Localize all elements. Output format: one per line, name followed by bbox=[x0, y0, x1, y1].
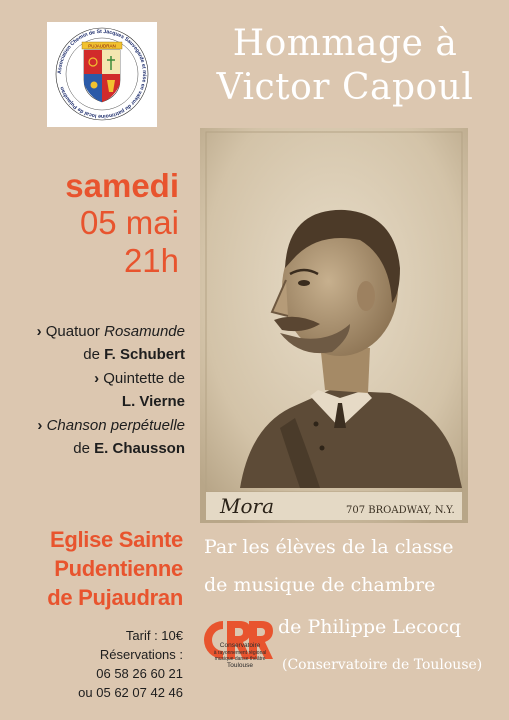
photo-caption: 707 BROADWAY, N.Y. bbox=[346, 505, 455, 516]
logo-banner: PUJAUDRAN bbox=[88, 43, 116, 49]
concert-program bbox=[37, 320, 185, 460]
performers-line-3: de Philippe Lecocq bbox=[278, 616, 462, 638]
price: Tarif : 10€ bbox=[125, 628, 183, 643]
poster-title bbox=[190, 22, 500, 110]
portrait-photo bbox=[200, 128, 468, 523]
reservations-label: Réservations : bbox=[99, 647, 183, 662]
phone-1: 06 58 26 60 21 bbox=[96, 666, 183, 681]
venue bbox=[47, 525, 183, 612]
venue-line-3: de Pujaudran bbox=[47, 585, 183, 610]
logo-ring-text: Association Chemin de St Jacques Sauvegarde et mise en valeur du patrimoine local de Pujaudran bbox=[56, 28, 148, 120]
crr-line-2: à rayonnement régional bbox=[213, 650, 267, 656]
title-line-2: Victor Capoul bbox=[216, 67, 474, 108]
program-composer: F. Schubert bbox=[104, 346, 185, 364]
conservatoire-caption bbox=[205, 642, 275, 670]
photographer-signature: Mora bbox=[220, 494, 275, 518]
venue-line-1: Eglise Sainte bbox=[49, 527, 183, 552]
program-item-2-composer bbox=[37, 390, 185, 413]
program-work: Chanson perpétuelle bbox=[46, 416, 185, 434]
program-item-1-composer bbox=[37, 343, 185, 366]
event-day: samedi bbox=[65, 167, 179, 204]
program-item-3 bbox=[37, 414, 185, 437]
program-item-2 bbox=[37, 367, 185, 390]
crr-line-1: Conservatoire bbox=[219, 642, 261, 649]
event-date-num: 05 mai bbox=[79, 204, 179, 241]
event-date bbox=[65, 168, 179, 280]
program-composer: L. Vierne bbox=[121, 393, 185, 411]
program-prefix: Quintette de bbox=[99, 369, 185, 387]
chevron-right-icon: › bbox=[94, 369, 100, 387]
crr-line-3: musique danse théâtre bbox=[214, 656, 266, 662]
portrait-image bbox=[200, 128, 468, 523]
chevron-right-icon: › bbox=[37, 416, 43, 434]
program-prefix: Quatuor bbox=[41, 323, 105, 340]
phone-2: ou 05 62 07 42 46 bbox=[78, 685, 183, 700]
program-item-3-composer bbox=[37, 437, 185, 460]
program-work: Rosamunde bbox=[104, 323, 185, 340]
program-item-1 bbox=[37, 320, 185, 343]
performers-line-1: Par les élèves de la classe bbox=[204, 536, 454, 558]
event-time: 21h bbox=[123, 242, 179, 279]
association-seal-icon bbox=[47, 22, 157, 127]
performers-line-4: (Conservatoire de Toulouse) bbox=[282, 657, 483, 673]
program-by: de bbox=[73, 440, 95, 458]
association-logo bbox=[47, 22, 157, 127]
chevron-right-icon: › bbox=[36, 323, 42, 340]
pricing-info bbox=[78, 626, 183, 702]
performers-line-2: de musique de chambre bbox=[204, 574, 436, 596]
title-line-1: Hommage à bbox=[232, 23, 458, 64]
venue-line-2: Pudentienne bbox=[54, 556, 183, 581]
crr-line-4: Toulouse bbox=[226, 662, 254, 669]
program-by: de bbox=[83, 346, 105, 364]
program-composer: E. Chausson bbox=[94, 440, 185, 458]
